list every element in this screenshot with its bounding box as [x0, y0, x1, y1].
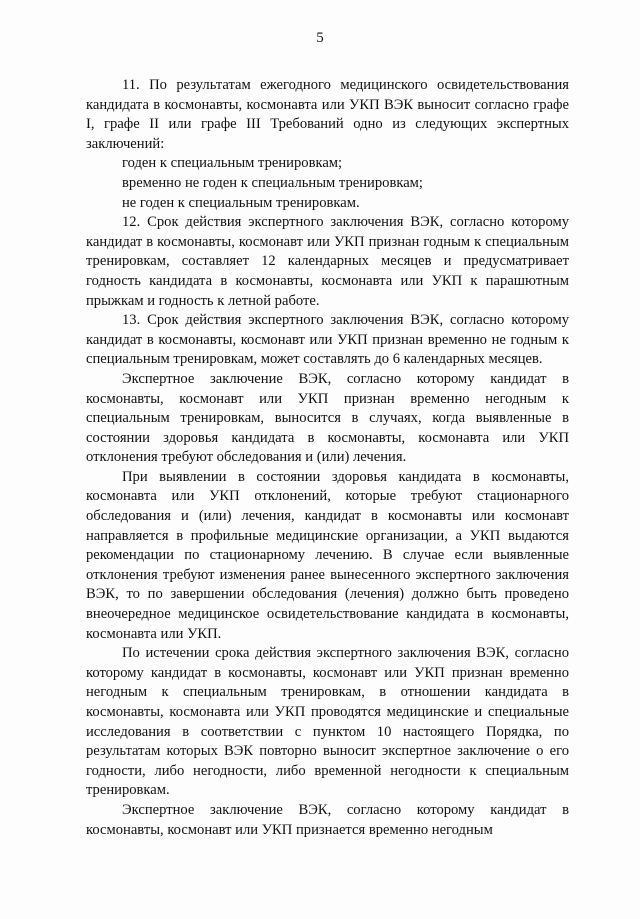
list-item: годен к специальным тренировкам; [122, 155, 343, 172]
paragraph: По истечении срока действия экспертного заключения ВЭК, согласно которому кандидат в космонавты, космонавт или УКП признан временно негодным к специальным тренировкам, в отношении кандидата в космонавты, космонавта или УКП проводятся медицинские и специальные исследования в соответствии с пунктом 10 настоящего Порядка, по результатам которых ВЭК повторно выносит экспертное заключение о его годности, либо негодности, либо временной негодности к специальным тренировкам. [86, 645, 569, 799]
paragraph-12: 12. Срок действия экспертного заключения ВЭК, согласно которому кандидат в космонавты, космонавт или УКП признан годным к специальным тренировкам, составляет 12 календарных месяцев и предусматривает годность кандидата в космонавты, космонавта или УКП к парашютным прыжкам и годность к летной работе. [86, 214, 569, 309]
list-item: временно не годен к специальным тренировкам; [122, 174, 423, 191]
paragraph: Экспертное заключение ВЭК, согласно которому кандидат в космонавты, космонавт или УКП признается временно негодным [86, 801, 569, 838]
list-item: не годен к специальным тренировкам. [122, 194, 360, 211]
page-number: 5 [316, 30, 324, 46]
paragraph-11: 11. По результатам ежегодного медицинского освидетельствования кандидата в космонавты, космонавта или УКП ВЭК выносит согласно графе I, графе II или графе III Требований одно из следующих экспертных заключений: [86, 77, 569, 152]
paragraph-13: 13. Срок действия экспертного заключения ВЭК, согласно которому кандидат в космонавты, космонавт или УКП признан временно не годным к специальным тренировкам, может составлять до 6 календарных месяцев. [86, 312, 569, 368]
paragraph: Экспертное заключение ВЭК, согласно которому кандидат в космонавты, космонавт или УКП признан временно негодным к специальным тренировкам, выносится в случаях, когда выявленные в состоянии здоровья кандидата в космонавты, космонавта или УКП отклонения требуют обследования и (или) лечения. [86, 370, 569, 466]
paragraph: При выявлении в состоянии здоровья кандидата в космонавты, космонавта или УКП отклонений, которые требуют стационарного обследования и (или) лечения, кандидат в космонавты или космонавт направляется в профильные медицинские организации, а УКП выдаются рекомендации по стационарному лечению. В случае если выявленные отклонения требуют изменения ранее вынесенного экспертного заключения ВЭК, то по завершении обследования (лечения) должно быть проведено внеочередное медицинское освидетельствование кандидата в космонавты, космонавта или УКП. [86, 468, 569, 642]
document-body [86, 76, 569, 840]
